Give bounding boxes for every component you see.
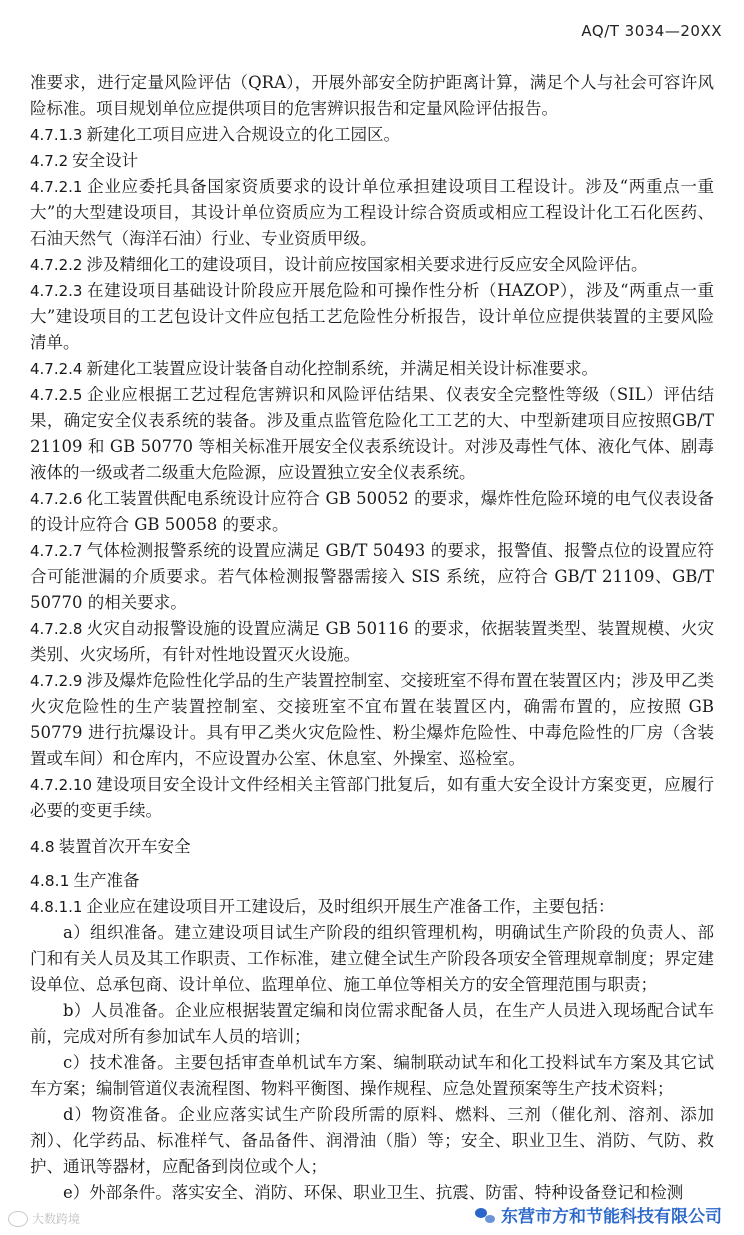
clause-number: 4.7.2.2 (30, 256, 83, 274)
clause-4-7-2-10 (30, 772, 714, 824)
paragraph-text: 准要求，进行定量风险评估（QRA），开展外部安全防护距离计算，满足个人与社会可容许风险标准。项目规划单位应提供项目的危害辨识报告和定量风险评估报告。 (30, 73, 714, 118)
clause-4-7-2-4 (30, 356, 714, 382)
list-item: c）技术准备。主要包括审查单机试车方案、编制联动试车和化工投料试车方案及其它试车方案；编制管道仪表流程图、物料平衡图、操作规程、应急处置预案等生产技术资料； (30, 1053, 714, 1098)
watermark-right (475, 1202, 722, 1227)
clause-text: 企业应在建设项目开工建设后，及时组织开展生产准备工作，主要包括： (86, 897, 615, 916)
paragraph (30, 70, 714, 122)
section-number: 4.7.2 (30, 152, 69, 170)
list-item: b）人员准备。企业应根据装置定编和岗位需求配备人员，在生产人员进入现场配合试车前，完成对所有参加试车人员的培训； (30, 1001, 714, 1046)
clause-text: 新建化工项目应进入合规设立的化工园区。 (86, 125, 400, 144)
clause-4-7-2-7 (30, 538, 714, 616)
list-item: d）物资准备。企业应落实试生产阶段所需的原料、燃料、三剂（催化剂、溶剂、添加剂）、化学药品、标准样气、备品备件、润滑油（脂）等；安全、职业卫生、消防、气防、救护、通讯等器材，应配备到岗位或个人； (30, 1105, 714, 1176)
clause-text: 企业应委托具备国家资质要求的设计单位承担建设项目工程设计。涉及“两重点一重大”的大型建设项目，其设计单位资质应为工程设计综合资质或相应工程设计化工石化医药、石油天然气（海洋石油）行业、专业资质甲级。 (30, 177, 714, 248)
clause-4-7-2-1 (30, 174, 714, 252)
watermark-left (8, 1210, 80, 1227)
section-number: 4.8 (30, 838, 55, 856)
watermark-logo-icon (8, 1211, 28, 1227)
clause-4-8-1-1 (30, 894, 714, 920)
watermark-left-text: 大数跨境 (32, 1212, 81, 1226)
list-item: e）外部条件。落实安全、消防、环保、职业卫生、抗震、防雷、特种设备登记和检测 (63, 1183, 684, 1202)
clause-text: 涉及爆炸危险性化学品的生产装置控制室、交接班室不得布置在装置区内；涉及甲乙类火灾危险性的生产装置控制室、交接班室不宜布置在装置区内，确需布置的，应按照 GB 50779 进行抗爆设计。具有甲乙类火灾危险性、粉尘爆炸危险性、中毒危险性的厂房（含装置或车间）和仓库内，不应设置办公室、休息室、外操室、巡检室。 (30, 671, 714, 768)
wechat-icon (475, 1206, 495, 1224)
clause-4-7-2-6 (30, 486, 714, 538)
clause-4-7-2-9 (30, 668, 714, 772)
watermark-bar (0, 1203, 744, 1229)
section-title: 安全设计 (72, 151, 139, 170)
clause-4-7-1-3 (30, 122, 714, 148)
clause-4-7-2-8 (30, 616, 714, 668)
clause-text: 在建设项目基础设计阶段应开展危险和可操作性分析（HAZOP），涉及“两重点一重大”建设项目的工艺包设计文件应包括工艺危险性分析报告，设计单位应提供装置的主要风险清单。 (30, 281, 714, 352)
clause-number: 4.7.2.1 (30, 178, 83, 196)
clause-number: 4.7.2.8 (30, 620, 83, 638)
section-title: 装置首次开车安全 (58, 837, 191, 856)
clause-text: 化工装置供配电系统设计应符合 GB 50052 的要求，爆炸性危险环境的电气仪表设备的设计应符合 GB 50058 的要求。 (30, 489, 714, 534)
clause-number: 4.7.2.9 (30, 672, 83, 690)
document-body (30, 70, 714, 1206)
clause-number: 4.7.2.3 (30, 282, 83, 300)
clause-number: 4.7.2.6 (30, 490, 83, 508)
clause-text: 火灾自动报警设施的设置应满足 GB 50116 的要求，依据装置类型、装置规模、火灾类别、火灾场所，有针对性地设置灭火设施。 (30, 619, 714, 664)
clause-text: 涉及精细化工的建设项目，设计前应按国家相关要求进行反应安全风险评估。 (86, 255, 648, 274)
clause-text: 企业应根据工艺过程危害辨识和风险评估结果、仪表安全完整性等级（SIL）评估结果，确定安全仪表系统的装备。涉及重点监管危险化工工艺的大、中型新建项目应按照GB/T 21109 和 GB 50770 等相关标准开展安全仪表系统设计。对涉及毒性气体、液化气体、剧毒液体的一级或者二级重大危险源，应设置独立安全仪表系统。 (30, 385, 714, 482)
section-4-8-heading (30, 834, 714, 860)
clause-number: 4.7.2.4 (30, 360, 83, 378)
clause-text: 建设项目安全设计文件经相关主管部门批复后，如有重大安全设计方案变更，应履行必要的变更手续。 (30, 775, 714, 820)
clause-number: 4.7.2.5 (30, 386, 83, 404)
section-title: 生产准备 (73, 871, 140, 890)
clause-4-7-2-3 (30, 278, 714, 356)
clause-text: 气体检测报警系统的设置应满足 GB/T 50493 的要求，报警值、报警点位的设置应符合可能泄漏的介质要求。若气体检测报警器需接入 SIS 系统，应符合 GB/T 21109、GB/T 50770 的相关要求。 (30, 541, 714, 612)
section-number: 4.8.1 (30, 872, 70, 890)
clause-text: 新建化工装置应设计装备自动化控制系统，并满足相关设计标准要求。 (86, 359, 598, 378)
section-4-8-1-heading (30, 868, 714, 894)
clause-number: 4.7.2.10 (30, 776, 93, 794)
clause-number: 4.7.2.7 (30, 542, 83, 560)
document-code: AQ/T 3034—20XX (581, 22, 722, 40)
clause-4-7-2-2 (30, 252, 714, 278)
clause-number: 4.8.1.1 (30, 898, 83, 916)
watermark-right-text: 东营市方和节能科技有限公司 (501, 1207, 722, 1227)
list-item: a）组织准备。建立建设项目试生产阶段的组织管理机构，明确试生产阶段的负责人、部门和有关人员及其工作职责、工作标准，建立健全试生产阶段各项安全管理规章制度；界定建设单位、总承包商、设计单位、监理单位、施工单位等相关方的安全管理范围与职责； (30, 923, 714, 994)
clause-4-7-2-5 (30, 382, 714, 486)
section-4-7-2-heading (30, 148, 714, 174)
clause-number: 4.7.1.3 (30, 126, 83, 144)
